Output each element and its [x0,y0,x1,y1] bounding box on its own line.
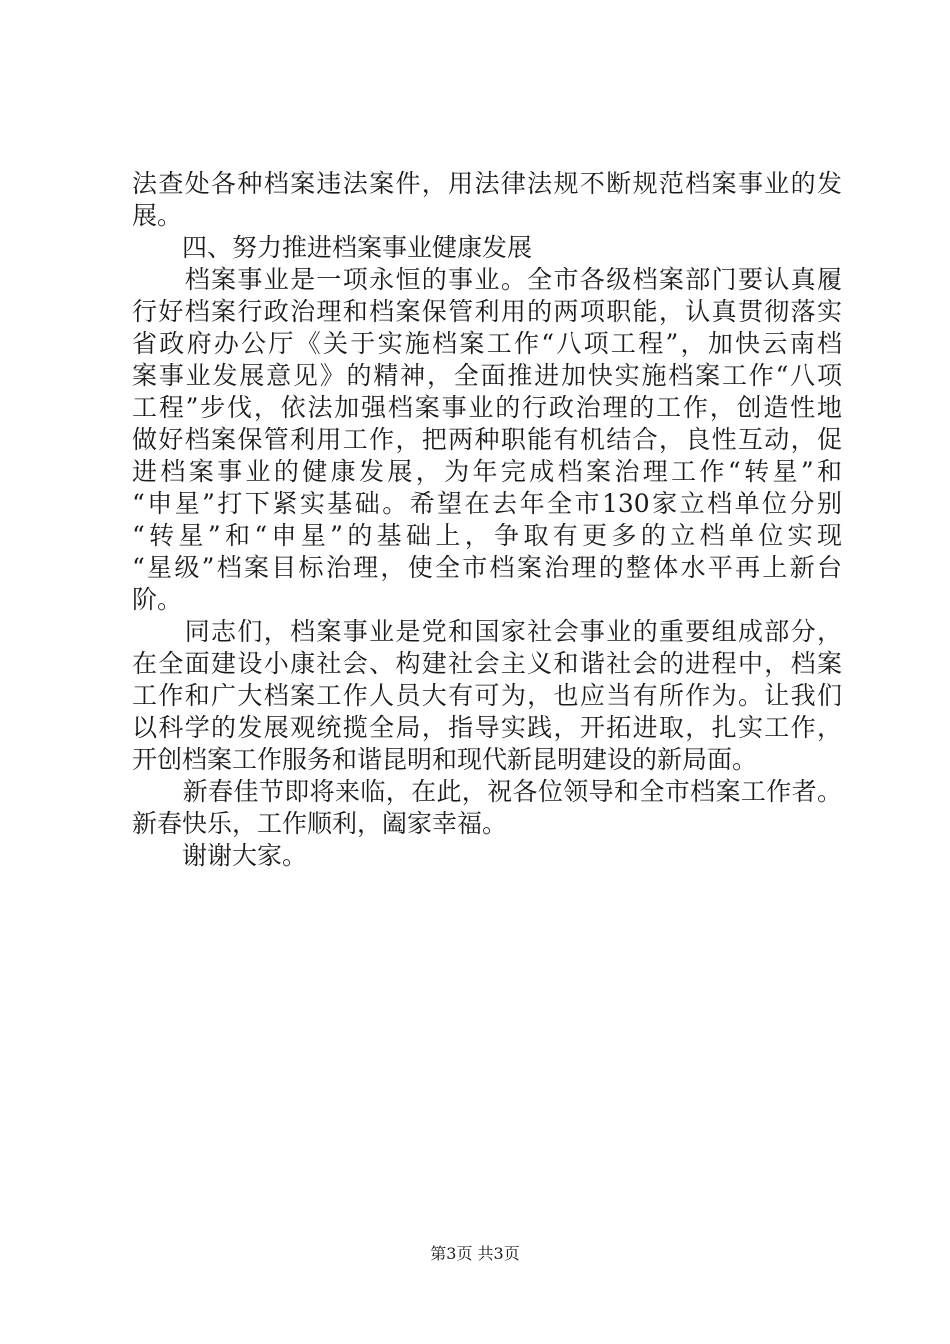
text-line-7: 案事业发展意见》的精神，全面推进加快实施档案工作“八项 [132,361,842,390]
text-line-15: 同志们，档案事业是党和国家社会事业的重要组成部分， [132,617,842,646]
text-line-11: “申星”打下紧实基础。希望在去年全市130家立档单位分别 [132,489,842,518]
text-line-21: 新春快乐，工作顺利，阖家幸福。 [132,809,508,838]
text-line-10: 进档案事业的健康发展，为年完成档案治理工作“转星”和 [132,457,842,486]
text-line-12: “转星”和“申星”的基础上，争取有更多的立档单位实现 [132,521,842,550]
document-body [132,168,842,872]
text-line-5: 行好档案行政治理和档案保管利用的两项职能，认真贯彻落实 [132,297,842,326]
text-line-1: 法查处各种档案违法案件，用法律法规不断规范档案事业的发 [132,169,842,198]
text-line-6: 省政府办公厅《关于实施档案工作“八项工程”，加快云南档 [132,329,842,358]
text-line-2: 展。 [132,201,183,230]
text-line-16: 在全面建设小康社会、构建社会主义和谐社会的进程中，档案 [132,649,842,678]
text-line-20: 新春佳节即将来临，在此，祝各位领导和全市档案工作者。 [132,777,842,806]
text-line-22: 谢谢大家。 [132,841,308,870]
page-footer [0,1243,950,1265]
text-line-17: 工作和广大档案工作人员大有可为，也应当有所作为。让我们 [132,681,842,710]
text-line-9: 做好档案保管利用工作，把两种职能有机结合，良性互动，促 [132,425,842,454]
text-line-4: 档案事业是一项永恒的事业。全市各级档案部门要认真履 [132,265,842,294]
section-heading: 四、努力推进档案事业健康发展 [132,233,533,262]
text-line-13: “星级”档案目标治理，使全市档案治理的整体水平再上新台 [132,553,842,582]
text-line-18: 以科学的发展观统揽全局，指导实践，开拓进取，扎实工作， [132,713,842,742]
text-line-19: 开创档案工作服务和谐昆明和现代新昆明建设的新局面。 [132,745,758,774]
text-line-8: 工程”步伐，依法加强档案事业的行政治理的工作，创造性地 [132,393,842,422]
text-line-14: 阶。 [132,585,183,614]
page-number-label: 第3页 共3页 [430,1244,520,1263]
